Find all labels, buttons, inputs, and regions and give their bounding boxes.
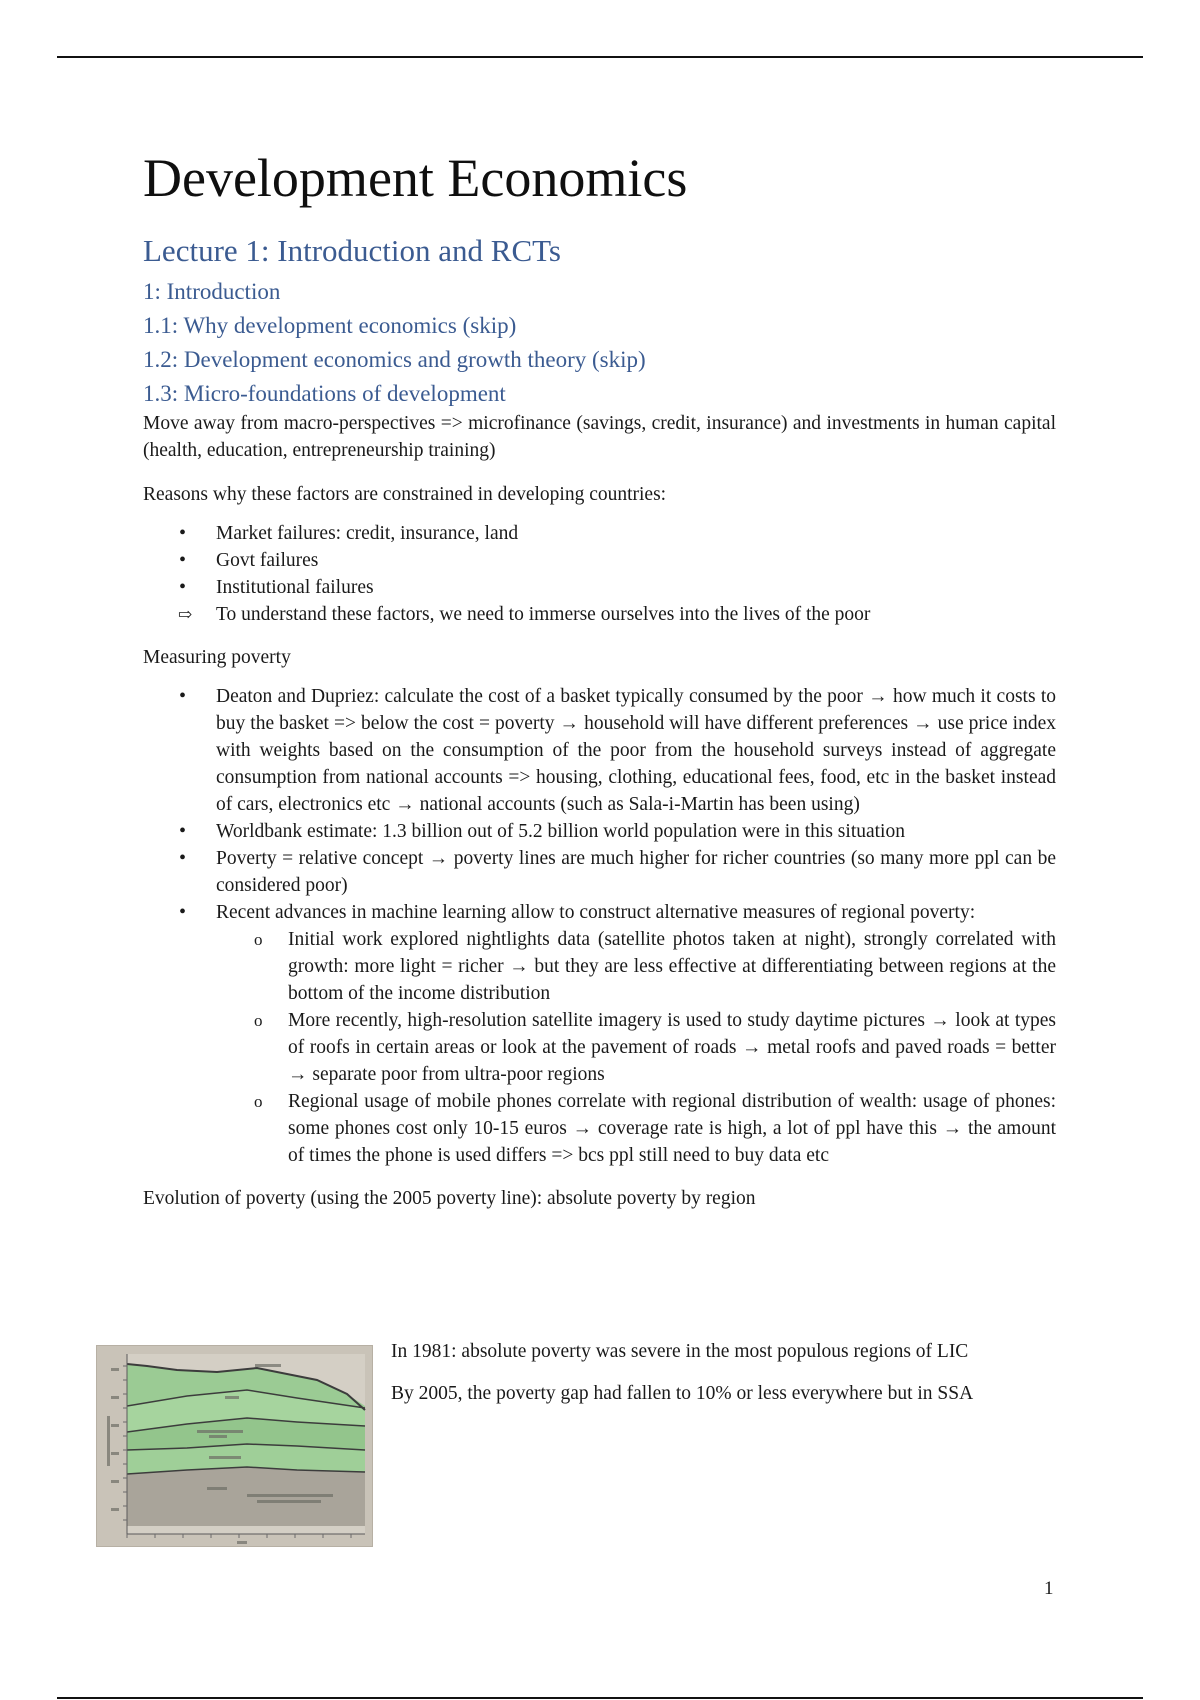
list-item: • Govt failures bbox=[216, 547, 1056, 574]
list-item: • Market failures: credit, insurance, land bbox=[216, 520, 1056, 547]
page-number: 1 bbox=[1044, 1578, 1054, 1599]
evolution-heading: Evolution of poverty (using the 2005 poverty line): absolute poverty by region bbox=[143, 1188, 756, 1209]
list-item bbox=[216, 899, 1056, 1169]
section-heading: 1.1: Why development economics (skip) bbox=[143, 313, 517, 338]
lecture-heading: Lecture 1: Introduction and RCTs bbox=[143, 233, 561, 268]
reasons-list bbox=[143, 520, 1056, 628]
document-title: Development Economics bbox=[143, 148, 688, 208]
list-item: • Deaton and Dupriez: calculate the cost of a basket typically consumed by the poor → how much it costs to buy the basket => below the cost = poverty → household will have different preferences → use price index with weights based on the consumption of the poor from the household surveys instead of aggregate consumption from national accounts => housing, clothing, educational fees, food, etc in the basket instead of cars, electronics etc → national accounts (such as Sala-i-Martin has been using) bbox=[216, 683, 1056, 818]
section-heading: 1.2: Development economics and growth theory (skip) bbox=[143, 347, 646, 372]
intro-paragraph: Move away from macro-perspectives => microfinance (savings, credit, insurance) and investments in human capital (health, education, entrepreneurship training) bbox=[143, 413, 1056, 461]
figure-notes bbox=[391, 1338, 1071, 1422]
section-heading: 1: Introduction bbox=[143, 279, 281, 304]
section-heading: 1.3: Micro-foundations of development bbox=[143, 381, 506, 406]
list-item: • Worldbank estimate: 1.3 billion out of 5.2 billion world population were in this situation bbox=[216, 818, 1056, 845]
reasons-heading: Reasons why these factors are constrained in developing countries: bbox=[143, 484, 667, 505]
top-rule bbox=[57, 56, 1143, 58]
sub-list-item: o More recently, high-resolution satellite imagery is used to study daytime pictures → look at types of roofs in certain areas or look at the pavement of roads → metal roofs and paved roads = better → separate poor from ultra-poor regions bbox=[288, 1007, 1056, 1088]
bottom-rule bbox=[57, 1697, 1143, 1699]
sub-list-item: o Initial work explored nightlights data (satellite photos taken at night), strongly correlated with growth: more light = richer → but they are less effective at differentiating between regions at the bottom of the income distribution bbox=[288, 926, 1056, 1007]
figure-photo bbox=[97, 1346, 372, 1546]
list-item-text: Recent advances in machine learning allow to construct alternative measures of regional poverty: bbox=[216, 902, 976, 923]
ml-sublist bbox=[216, 926, 1056, 1169]
list-item-conclusion: ⇨ To understand these factors, we need to immerse ourselves into the lives of the poor bbox=[216, 601, 1056, 628]
list-item: • Institutional failures bbox=[216, 574, 1056, 601]
figure-note: In 1981: absolute poverty was severe in the most populous regions of LIC bbox=[391, 1341, 969, 1362]
body-text bbox=[143, 410, 1056, 1229]
list-item: • Poverty = relative concept → poverty lines are much higher for richer countries (so many more ppl can be considered poor) bbox=[216, 845, 1056, 899]
measuring-list bbox=[143, 683, 1056, 1169]
measuring-heading: Measuring poverty bbox=[143, 647, 291, 668]
figure-note: By 2005, the poverty gap had fallen to 10% or less everywhere but in SSA bbox=[391, 1383, 974, 1404]
poverty-by-region-figure bbox=[96, 1345, 373, 1547]
sub-list-item: o Regional usage of mobile phones correlate with regional distribution of wealth: usage of phones: some phones cost only 10-15 euros → coverage rate is high, a lot of ppl have this → the amount of times the phone is used differs => bcs ppl still need to buy data etc bbox=[288, 1088, 1056, 1169]
